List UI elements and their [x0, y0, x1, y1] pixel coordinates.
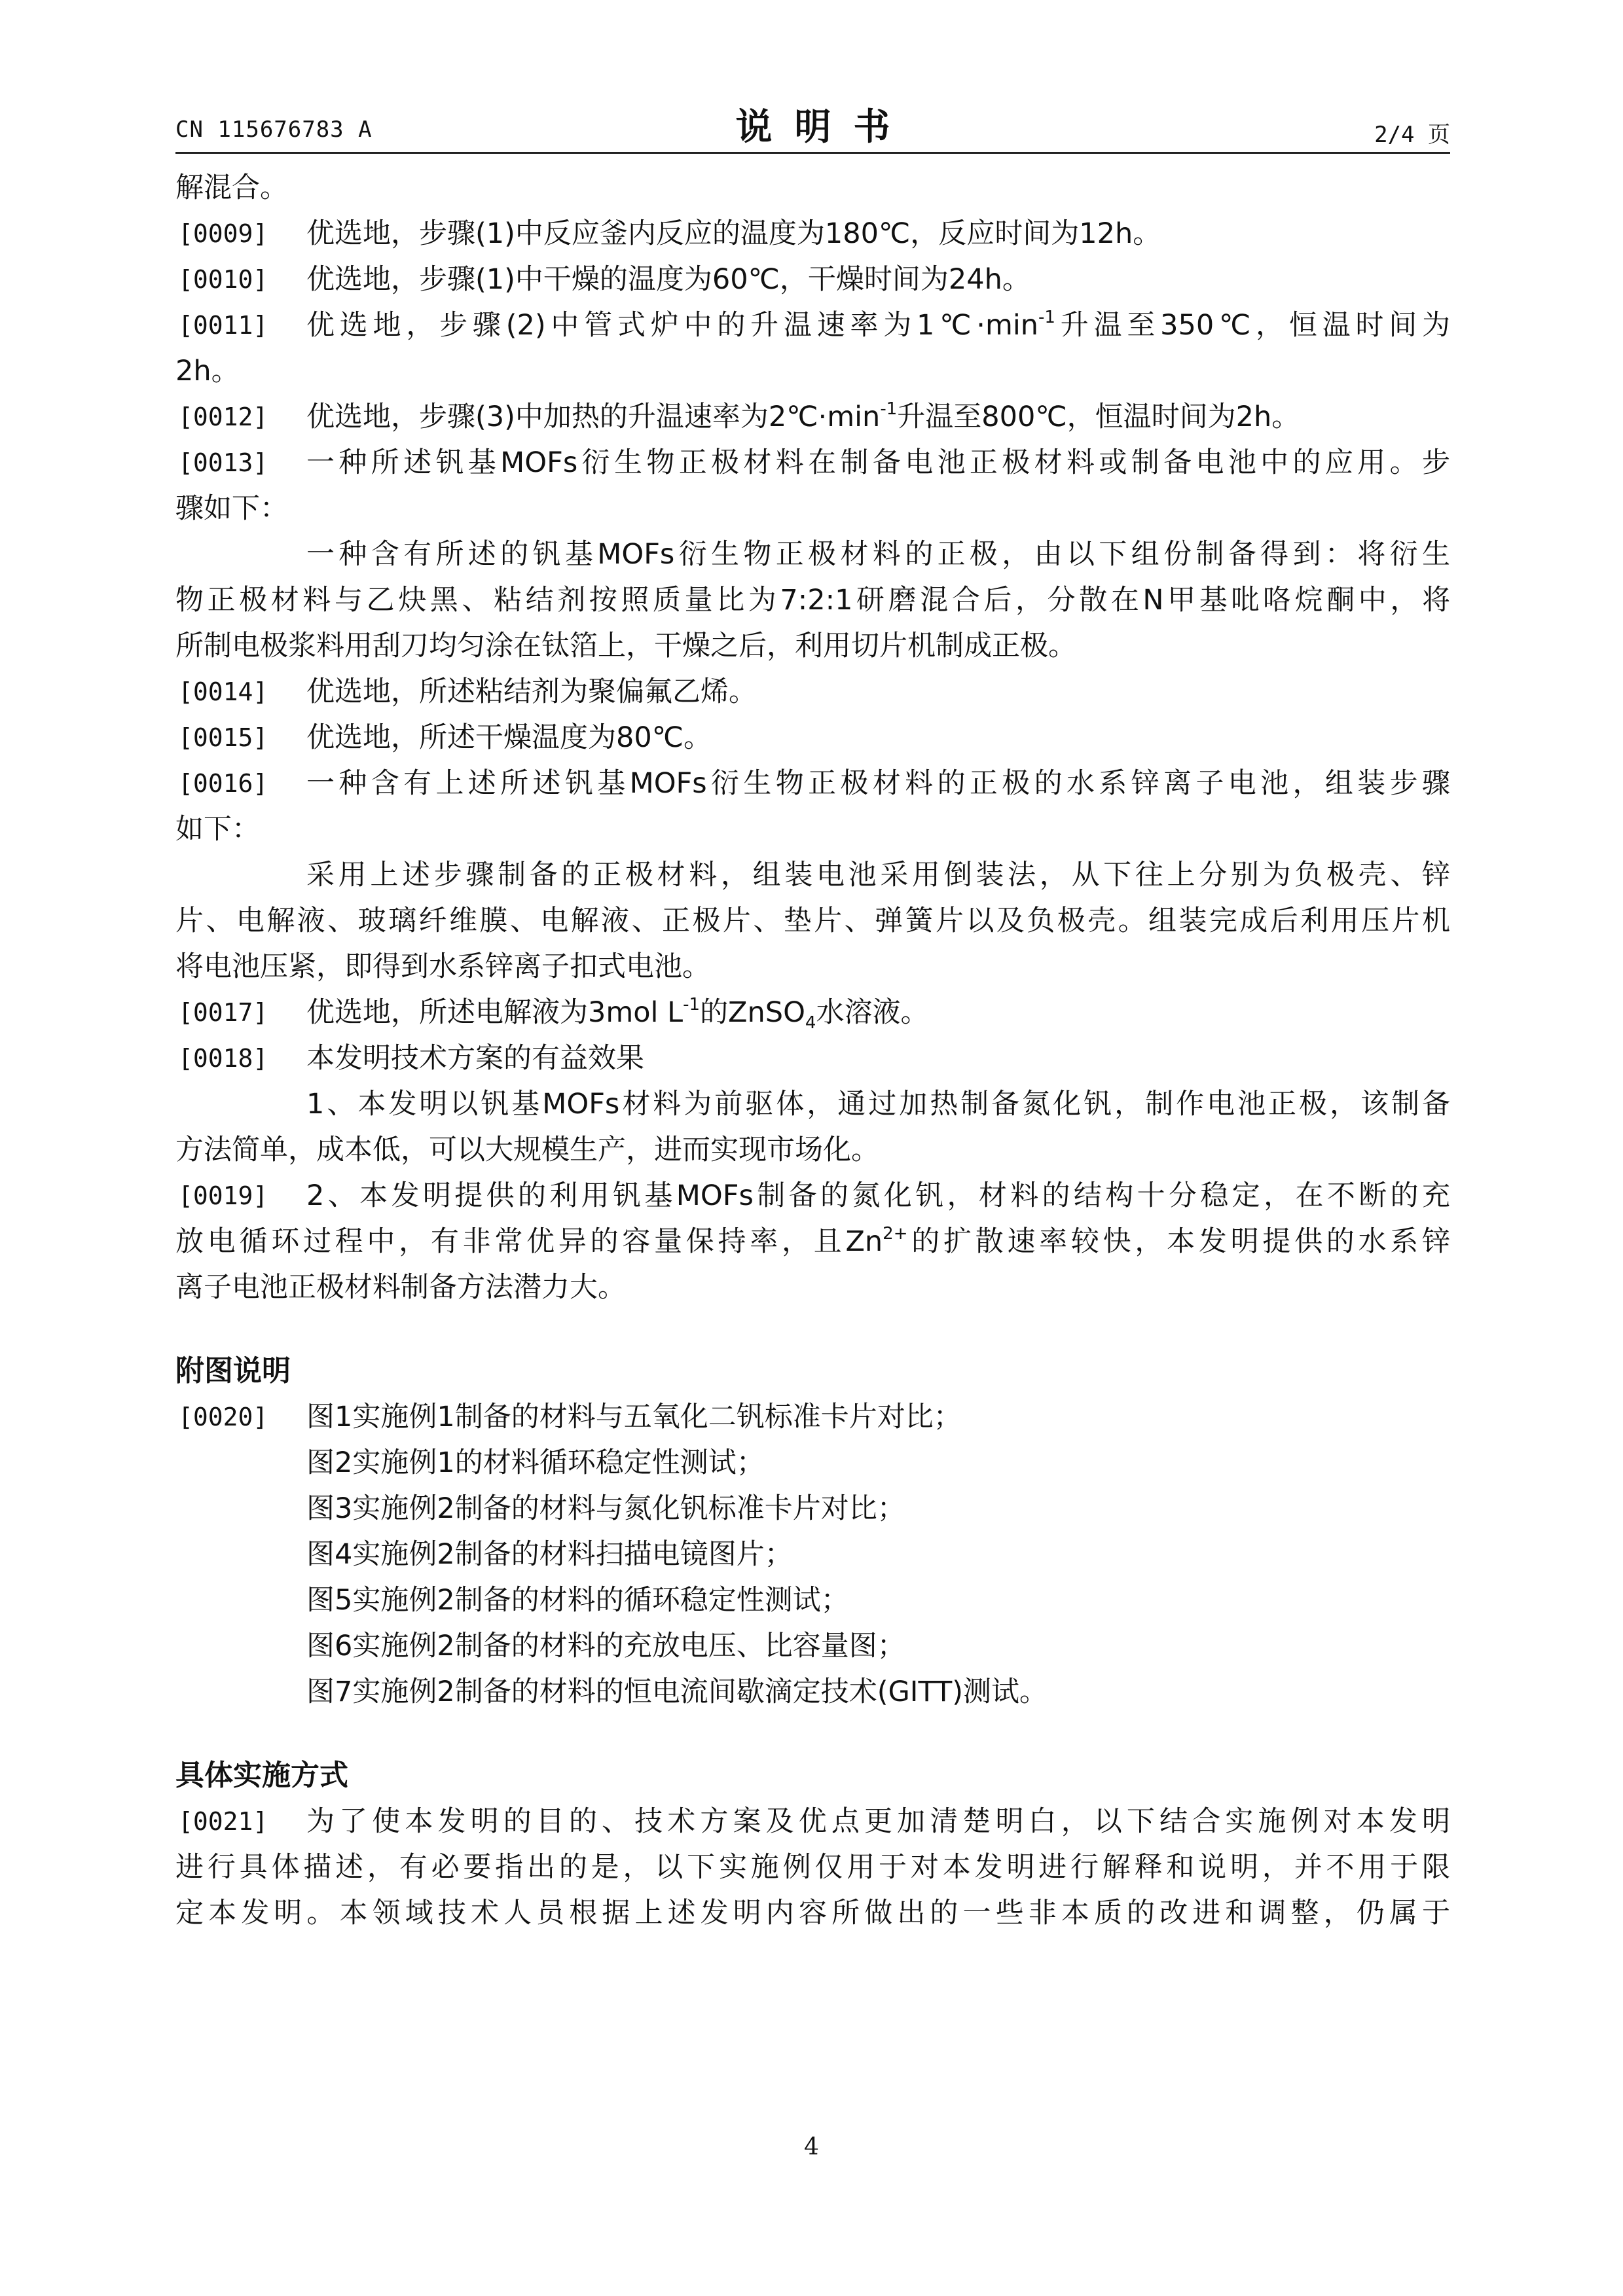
paragraph-line: 一种所述钒基MOFs衍生物正极材料在制备电池正极材料或制备电池中的应用。步 — [306, 446, 1450, 479]
paragraph-line: 定本发明。本领域技术人员根据上述发明内容所做出的一些非本质的改进和调整，仍属于 — [175, 1897, 1450, 1929]
paragraph-text: 优选地，所述粘结剂为聚偏氟乙烯。 — [306, 675, 757, 708]
paragraph-line: 进行具体描述，有必要指出的是，以下实施例仅用于对本发明进行解释和说明，并不用于限 — [175, 1851, 1450, 1884]
paragraph-line: 2h。 — [175, 355, 240, 387]
text-run: 优选地，步骤(2)中管式炉中的升温速率为1℃·min — [306, 309, 1039, 342]
paragraph-text: 优选地，所述干燥温度为80℃。 — [306, 721, 712, 754]
paragraph-0013-continued — [175, 531, 1450, 669]
paragraph-number: [0009] — [178, 219, 268, 248]
paragraph-line: 物正极材料与乙炔黑、粘结剂按照质量比为7:2:1研磨混合后，分散在N甲基吡咯烷酮中，将 — [175, 584, 1450, 617]
paragraph-line: 一种含有所述的钒基MOFs衍生物正极材料的正极，由以下组份制备得到：将衍生 — [306, 538, 1450, 571]
paragraph-0018 — [175, 1035, 1450, 1081]
paragraph-number: [0019] — [178, 1181, 268, 1210]
paragraph-line — [175, 990, 1450, 1035]
paragraph-0017 — [175, 990, 1450, 1035]
paragraph-0009 — [175, 211, 1450, 257]
text-run: 的扩散速率较快，本发明提供的水系锌 — [907, 1225, 1451, 1258]
publication-number: CN 115676783 A — [175, 117, 373, 143]
figure-caption-item: 图5实施例2制备的材料的循环稳定性测试； — [306, 1584, 849, 1617]
figure-caption-item: 图1实施例1制备的材料与五氧化二钒标准卡片对比； — [306, 1401, 962, 1433]
text-run: 升温至350℃，恒温时间为 — [1055, 309, 1450, 342]
paragraph-line: 1、本发明以钒基MOFs材料为前驱体，通过加热制备氮化钒，制作电池正极，该制备 — [306, 1088, 1450, 1121]
paragraph-line: 如下： — [175, 813, 260, 846]
paragraph-number: [0020] — [178, 1403, 268, 1431]
paragraph-line: 采用上述步骤制备的正极材料，组装电池采用倒装法，从下往上分别为负极壳、锌 — [306, 859, 1450, 891]
header-rule — [175, 152, 1450, 154]
paragraph-0020 — [175, 1394, 1450, 1715]
paragraph-0014 — [175, 669, 1450, 715]
paragraph-line: 为了使本发明的目的、技术方案及优点更加清楚明白，以下结合实施例对本发明 — [306, 1805, 1450, 1838]
figure-caption-item: 图3实施例2制备的材料与氮化钒标准卡片对比； — [306, 1492, 905, 1525]
text-run: 放电循环过程中，有非常优异的容量保持率，且Zn — [175, 1225, 883, 1258]
text-run: 优选地，所述电解液为3mol L — [306, 996, 684, 1029]
superscript: -1 — [880, 399, 898, 419]
paragraph-number: [0011] — [178, 311, 268, 340]
paragraph-line: 所制电极浆料用刮刀均匀涂在钛箔上，干燥之后，利用切片机制成正极。 — [175, 630, 1076, 662]
figure-caption-item: 图6实施例2制备的材料的充放电压、比容量图； — [306, 1630, 905, 1662]
paragraph-line: 片、电解液、玻璃纤维膜、电解液、正极片、垫片、弹簧片以及负极壳。组装完成后利用压片机 — [175, 905, 1450, 937]
section-heading-embodiment: 具体实施方式 — [175, 1759, 348, 1792]
paragraph-0019 — [175, 1173, 1450, 1310]
document-body — [175, 165, 1450, 1936]
text-run: 水溶液。 — [816, 996, 929, 1029]
paragraph-0011 — [175, 302, 1450, 394]
paragraph-number: [0010] — [178, 265, 268, 294]
subscript: 4 — [805, 1013, 816, 1033]
continued-text: 解混合。 — [175, 171, 288, 204]
paragraph-0015 — [175, 715, 1450, 761]
paragraph-line: 2、本发明提供的利用钒基MOFs制备的氮化钒，材料的结构十分稳定，在不断的充 — [306, 1179, 1450, 1212]
paragraph-line — [175, 1219, 1450, 1265]
paragraph-number: [0012] — [178, 403, 268, 431]
paragraph-text: 优选地，步骤(1)中反应釜内反应的温度为180℃，反应时间为12h。 — [306, 217, 1161, 250]
paragraph-0016 — [175, 761, 1450, 852]
paragraph-0021 — [175, 1799, 1450, 1936]
section-gap — [175, 1715, 1450, 1753]
text-run: 优选地，步骤(3)中加热的升温速率为2℃·min — [306, 401, 881, 433]
paragraph-0012 — [175, 394, 1450, 440]
superscript: -1 — [683, 995, 701, 1014]
paragraph-line: 方法简单，成本低，可以大规模生产，进而实现市场化。 — [175, 1134, 879, 1166]
paragraph-line: 骤如下： — [175, 492, 288, 525]
paragraph-line: 离子电池正极材料制备方法潜力大。 — [175, 1271, 626, 1304]
paragraph-number: [0013] — [178, 448, 268, 477]
paragraph-0013 — [175, 440, 1450, 531]
paragraph-number: [0018] — [178, 1044, 268, 1073]
paragraph-text: 本发明技术方案的有益效果 — [306, 1042, 644, 1075]
paragraph-line — [175, 394, 1450, 440]
superscript: 2+ — [883, 1224, 908, 1244]
paragraph-0016-continued — [175, 852, 1450, 990]
section-gap — [175, 1310, 1450, 1348]
paragraph-line — [175, 302, 1450, 348]
paragraph-0010 — [175, 257, 1450, 302]
figure-caption-item: 图4实施例2制备的材料扫描电镜图片； — [306, 1538, 793, 1571]
superscript: -1 — [1038, 308, 1055, 327]
paragraph-line: 将电池压紧，即得到水系锌离子扣式电池。 — [175, 950, 710, 983]
figure-caption-item: 图2实施例1的材料循环稳定性测试； — [306, 1446, 765, 1479]
section-heading-figures: 附图说明 — [175, 1354, 291, 1388]
paragraph-0018-continued — [175, 1081, 1450, 1173]
page-header — [175, 98, 1450, 157]
page-number: 4 — [804, 2134, 819, 2161]
figure-caption-item: 图7实施例2制备的材料的恒电流间歇滴定技术(GITT)测试。 — [306, 1676, 1048, 1708]
text-run: 升温至800℃，恒温时间为2h。 — [897, 401, 1300, 433]
paragraph-number: [0015] — [178, 723, 268, 752]
paragraph-number: [0016] — [178, 769, 268, 798]
paragraph-line: 一种含有上述所述钒基MOFs衍生物正极材料的正极的水系锌离子电池，组装步骤 — [306, 767, 1450, 800]
page-indicator: 2/4 页 — [1374, 122, 1450, 148]
paragraph-number: [0021] — [178, 1807, 268, 1836]
text-run: 的ZnSO — [700, 996, 805, 1029]
paragraph-number: [0017] — [178, 998, 268, 1027]
paragraph-number: [0014] — [178, 677, 268, 706]
document-title: 说明书 — [735, 106, 913, 149]
paragraph-text: 优选地，步骤(1)中干燥的温度为60℃，干燥时间为24h。 — [306, 263, 1030, 296]
